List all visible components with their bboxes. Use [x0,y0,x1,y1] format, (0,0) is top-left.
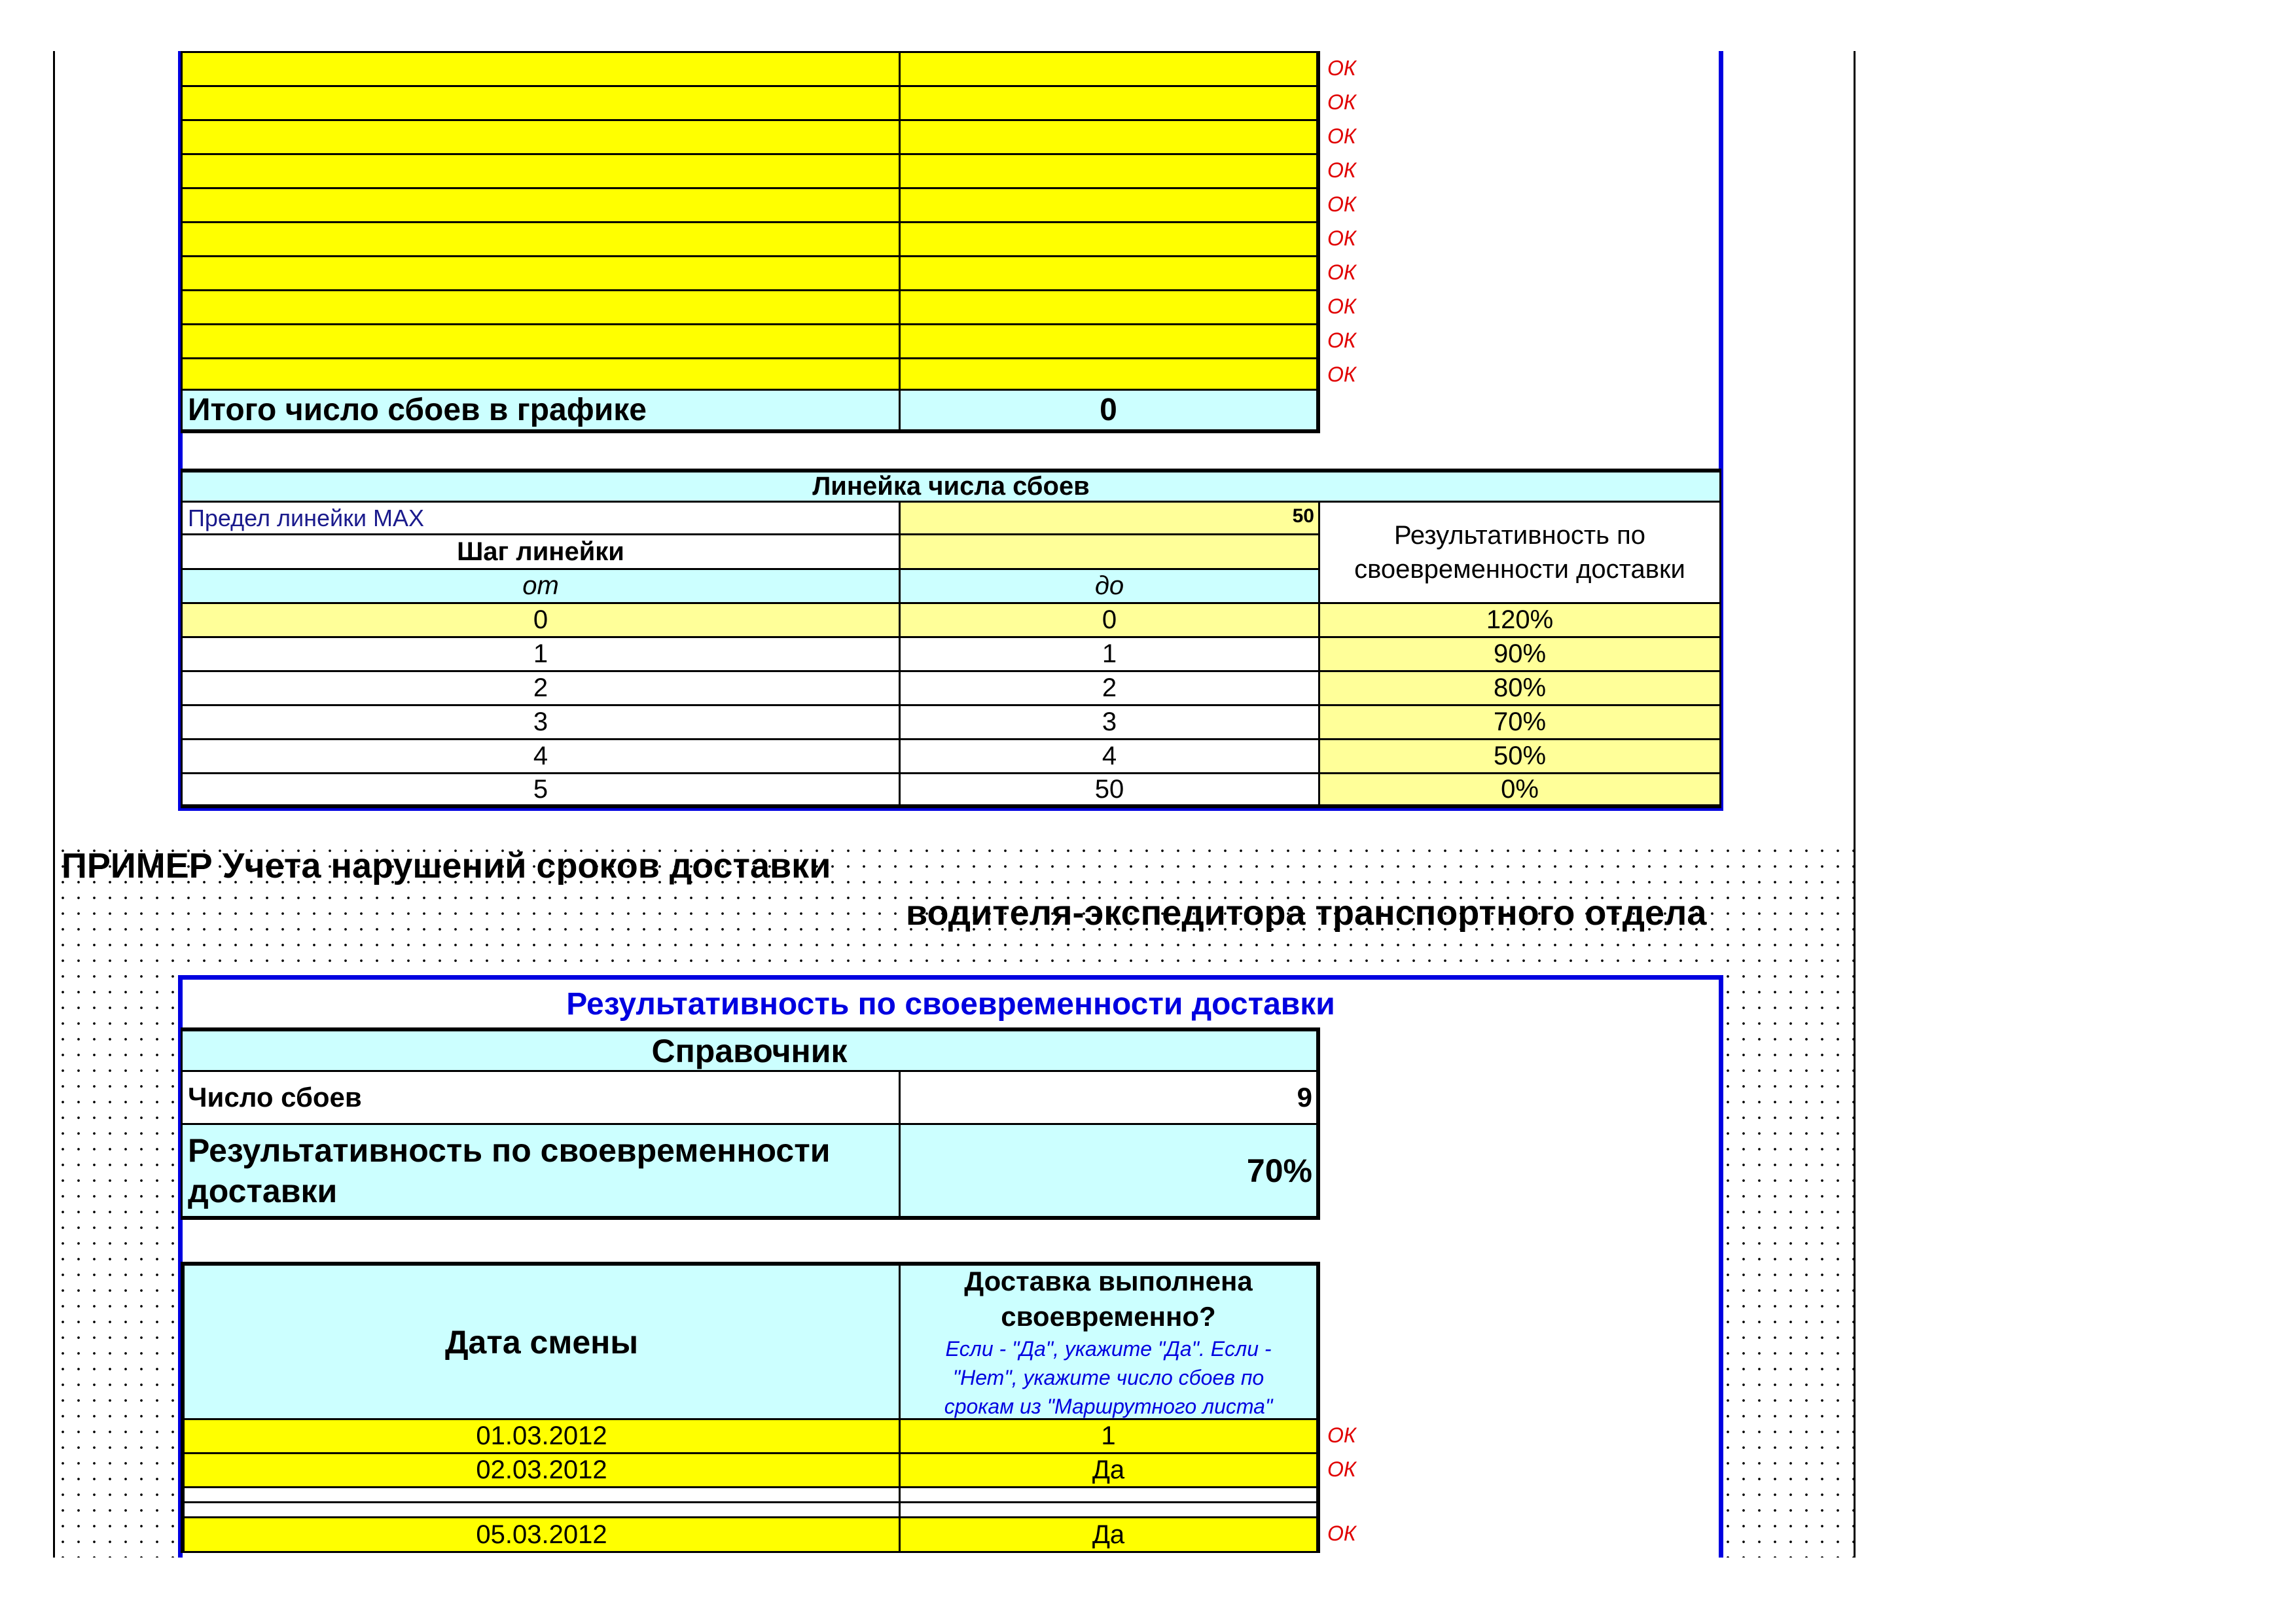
yellow-input-cell-a[interactable] [181,85,901,121]
scale-row-result: 90% [1318,636,1721,672]
scale-row-from: 4 [181,738,901,774]
scale-max-label: Предел линейки MAX [181,501,901,535]
ok-status: ОК [1327,158,1356,182]
yellow-input-cell-b[interactable] [899,357,1320,393]
example-section-title: Результативность по своевременности доставки [566,986,1335,1022]
row-date[interactable]: 01.03.2012 [181,1418,901,1454]
scale-row-to: 3 [899,704,1320,740]
yellow-input-cell-a[interactable] [181,357,901,393]
yellow-input-cell-a[interactable] [181,221,901,257]
yellow-input-cell-b[interactable] [899,289,1320,325]
scale-from-header: от [181,568,901,604]
example-title-line1: ПРИМЕР Учета нарушений сроков доставки [62,846,831,885]
scale-row-from: 5 [181,772,901,808]
scale-row-to: 4 [899,738,1320,774]
yellow-input-cell-a[interactable] [181,119,901,155]
yellow-input-cell-b[interactable] [899,255,1320,291]
delivered-hint: Если - "Да", укажите "Да". Если - "Нет", укажите число сбоев по срокам из "Маршрутного листа" [944,1336,1273,1418]
ok-status: ОК [1327,90,1356,114]
scale-row-from: 3 [181,704,901,740]
ok-status: ОК [1327,1457,1356,1481]
ok-status: ОК [1327,1423,1356,1447]
example-frame-right [1719,975,1723,1558]
scale-row-result: 50% [1318,738,1721,774]
scale-step-value[interactable] [899,533,1320,570]
scale-row-to: 0 [899,602,1320,638]
date-header: Дата смены [181,1262,901,1420]
example-frame-top [178,975,1723,980]
yellow-input-cell-a[interactable] [181,289,901,325]
yellow-input-cell-b[interactable] [899,119,1320,155]
delivered-header-cell [899,1262,1320,1420]
scale-title: Линейка числа сбоев [181,469,1721,503]
ok-status: ОК [1327,1522,1356,1545]
scale-row-from: 2 [181,670,901,706]
page-right-border [1854,51,1856,1558]
yellow-input-cell-b[interactable] [899,85,1320,121]
ok-status: ОК [1327,294,1356,318]
ok-status: ОК [1327,56,1356,80]
yellow-input-cell-a[interactable] [181,323,901,359]
scale-row-result: 70% [1318,704,1721,740]
yellow-input-cell-b[interactable] [899,187,1320,223]
scale-max-value[interactable]: 50 [899,501,1320,535]
ok-status: ОК [1327,124,1356,148]
yellow-input-cell-b[interactable] [899,51,1320,87]
failures-value: 9 [899,1070,1320,1125]
yellow-input-cell-a[interactable] [181,255,901,291]
row-delivered-value[interactable]: Да [899,1452,1320,1488]
ok-status: ОК [1327,192,1356,216]
scale-row-to: 1 [899,636,1320,672]
total-failures-value: 0 [899,389,1320,433]
ok-status: ОК [1327,260,1356,284]
scale-step-label: Шаг линейки [181,533,901,570]
yellow-input-cell-a[interactable] [181,153,901,189]
scale-row-to: 2 [899,670,1320,706]
ok-status: ОК [1327,363,1356,386]
ok-status: ОК [1327,226,1356,250]
yellow-input-cell-b[interactable] [899,153,1320,189]
failures-label: Число сбоев [181,1070,901,1125]
yellow-input-cell-b[interactable] [899,323,1320,359]
row-delivered-value[interactable]: 1 [899,1418,1320,1454]
result-label: Результативность по своевременности доставки [181,1123,901,1220]
scale-row-from: 0 [181,602,901,638]
ok-status: ОК [1327,329,1356,352]
scale-result-header: Результативность по своевременности доставки [1318,501,1721,604]
scale-row-from: 1 [181,636,901,672]
row-date[interactable]: 02.03.2012 [181,1452,901,1488]
scale-row-result: 80% [1318,670,1721,706]
yellow-input-cell-b[interactable] [899,221,1320,257]
yellow-input-cell-a[interactable] [181,187,901,223]
scale-row-to: 50 [899,772,1320,808]
scale-to-header: до [899,568,1320,604]
yellow-input-cell-a[interactable] [181,51,901,87]
scale-row-result: 120% [1318,602,1721,638]
total-failures-label: Итого число сбоев в графике [181,389,901,433]
delivered-header: Доставка выполнена своевременно? [964,1265,1253,1332]
row-delivered-value[interactable]: Да [899,1516,1320,1553]
example-title-line2: водителя-экспедитора транспортного отдела [906,893,1707,933]
result-value: 70% [899,1123,1320,1220]
reference-title: Справочник [181,1027,1320,1072]
scale-row-result: 0% [1318,772,1721,808]
row-date[interactable]: 05.03.2012 [181,1516,901,1553]
